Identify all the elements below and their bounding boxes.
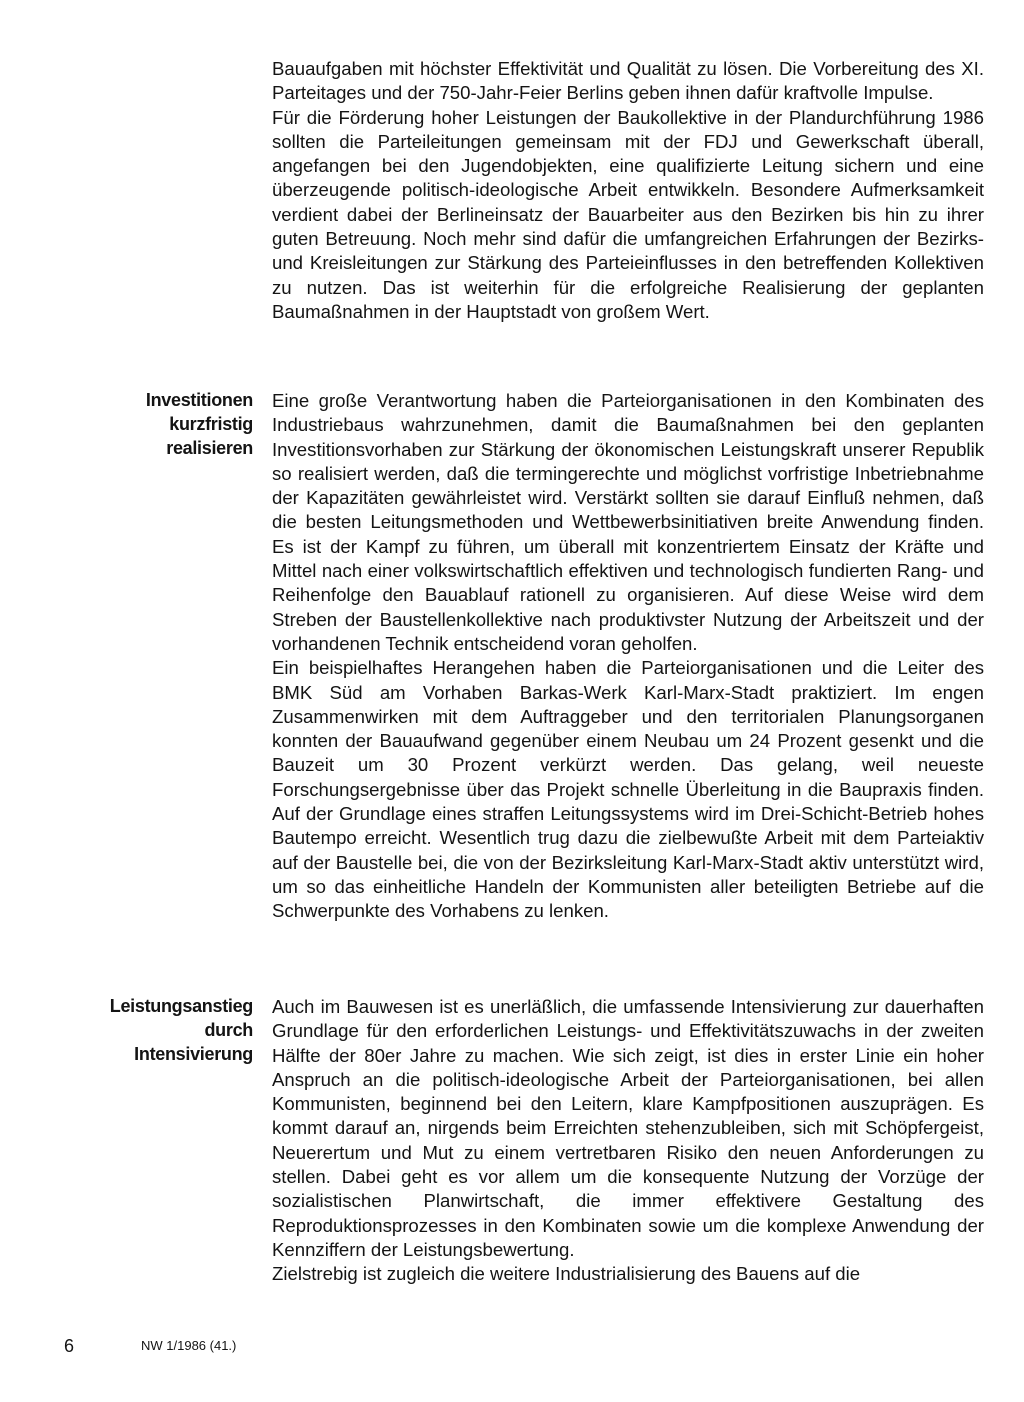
paragraph-4: Ein beispielhaftes Herangehen haben die Parteiorganisationen und die Leiter des BMK Süd am Vorhaben Barkas-Werk Karl-Marx-Stadt praktiziert. Im engen Zusammenwirken mit dem Auftraggeber und den territorialen Planungsorganen konnten der Bauaufwand gegenüber einem Neubau um 24 Prozent gesenkt und die Bauzeit um 30 Prozent verkürzt werden. Das gelang, weil neueste Forschungsergebnisse über das Projekt schnelle Überleitung in die Baupraxis finden. Auf der Grundlage eines straffen Leitungssystems wird im Drei-Schicht-Betrieb hohes Bautempo erreicht. Wesentlich trug dazu die zielbewußte Arbeit mit dem Parteiaktiv auf der Baustelle bei, die von der Bezirksleitung Karl-Marx-Stadt aktiv unterstützt wird, um so das einheitliche Handeln der Kommunisten aller beteiligten Betriebe auf die Schwerpunkte des Vorhabens zu lenken.: [272, 657, 984, 922]
marginal-heading-leistungsanstieg: [110, 994, 253, 1066]
marginal-heading-line: Leistungsanstieg: [109, 996, 253, 1016]
paragraph-2: Für die Förderung hoher Leistungen der Baukollektive in der Plandurchführung 1986 sollten die Parteileitungen gemeinsam mit der FDJ und Gewerkschaft überall, angefangen bei den Jugendobjekten, eine qualifizierte Leitung sichern und eine überzeugende politisch-ideologische Arbeit entwikkeln. Besondere Aufmerksamkeit verdient dabei der Berlineinsatz der Bauarbeiter aus den Bezirken bis hin zu ihrer guten Betreuung. Noch mehr sind dafür die umfangreichen Erfahrungen der Bezirks- und Kreisleitungen zur Stärkung des Parteieinflusses in den betreffenden Kollektiven zu nutzen. Das ist weiterhin für die erfolgreiche Realisierung der geplanten Baumaßnahmen in der Hauptstadt von großem Wert.: [272, 106, 984, 322]
paragraph-3: Eine große Verantwortung haben die Parteiorganisationen in den Kombinaten des Industriebaus wahrzunehmen, damit die Baumaßnahmen bei den geplanten Investitionsvorhaben zur Stärkung der ökonomischen Leistungskraft unserer Republik so realisiert werden, daß die termingerechte und möglichst vorfristige Inbetriebnahme der Kapazitäten gewährleistet wird. Verstärkt sollten sie darauf Einfluß nehmen, daß die besten Leitungsmethoden und Wettbewerbsinitiativen breite Anwendung finden. Es ist der Kampf zu führen, um überall mit konzentriertem Einsatz der Kräfte und Mittel nach einer volkswirtschaftlich effektiven und technologisch fundierten Rang- und Reihenfolge den Bauablauf rationell zu organisieren. Auf diese Weise wird dem Streben der Baustellenkollektive nach produktivster Nutzung der Arbeitszeit und der vorhandenen Technik entscheidend voran geholfen.: [272, 390, 984, 654]
page-number: 6: [64, 1336, 75, 1356]
marginal-heading-line: Intensivierung: [134, 1044, 253, 1064]
issue-reference: NW 1/1986 (41.): [141, 1338, 237, 1353]
text-block-investitionen: [272, 389, 984, 924]
paragraph-5: Auch im Bauwesen ist es unerläßlich, die umfassende Intensivierung zur dauerhaften Grundlage für den erforderlichen Leistungs- und Effektivitätszuwachs in der zweiten Hälfte der 80er Jahre zu machen. Wie sich zeigt, ist dies in erster Linie ein hoher Anspruch an die politisch-ideologische Arbeit der Parteiorganisationen, bei allen Kommunisten, beginnend bei den Leitern, klare Kampfpositionen auszuprägen. Es kommt darauf an, nirgends beim Erreichten stehenzubleiben, sich mit Schöpfergeist, Neuerertum und Mut zu einem vertretbaren Risiko den neuen Anforderungen zu stellen. Dabei geht es vor allem um die konsequente Nutzung der Vorzüge der sozialistischen Planwirtschaft, die immer effektivere Gestaltung des Reproduktionsprozesses in den Kombinaten sowie um die komplexe Anwendung der Kennziffern der Leistungsbewertung.: [272, 996, 984, 1260]
marginal-heading-line: durch: [204, 1020, 253, 1040]
marginal-heading-line: Investitionen: [145, 390, 253, 410]
marginal-heading-line: kurzfristig: [169, 414, 253, 434]
marginal-heading-investitionen: [146, 388, 253, 460]
text-block-intensivierung: [272, 995, 984, 1287]
paragraph-1: Bauaufgaben mit höchster Effektivität und Qualität zu lösen. Die Vorbereitung des XI. Parteitages und der 750-Jahr-Feier Berlins geben ihnen dafür kraftvolle Impulse.: [272, 58, 984, 104]
text-block-intro: [272, 57, 984, 324]
paragraph-6: Zielstrebig ist zugleich die weitere Industrialisierung des Bauens auf die: [272, 1263, 861, 1285]
marginal-heading-line: realisieren: [166, 438, 253, 458]
